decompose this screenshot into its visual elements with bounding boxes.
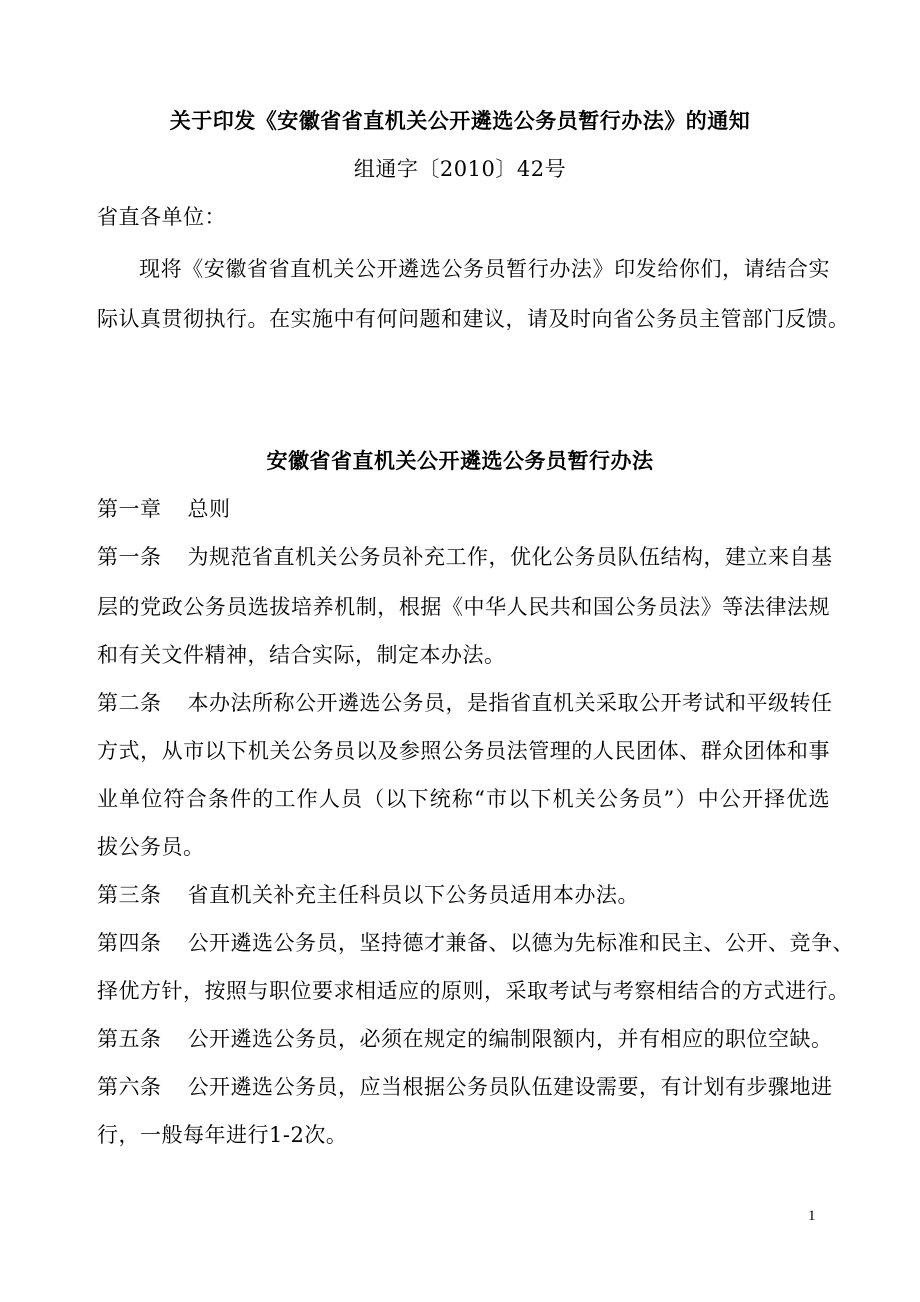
article-text-line: 方式，从市以下机关公务员以及参照公务员法管理的人民团体、群众团体和事 — [97, 739, 830, 763]
article-6 — [97, 1072, 833, 1102]
chapter-number: 第一章 — [97, 497, 162, 521]
document-number: 组通字〔2010〕42号 — [353, 157, 567, 181]
article-number: 第二条 — [97, 691, 162, 715]
regulation-title: 安徽省省直机关公开遴选公务员暂行办法 — [266, 448, 654, 473]
article-2 — [97, 688, 833, 718]
article-text-line: 层的党政公务员选拔培养机制，根据《中华人民共和国公务员法》等法律法规 — [97, 595, 830, 619]
notice-body-line: 际认真贯彻执行。在实施中有何问题和建议，请及时向省公务员主管部门反馈。 — [97, 307, 850, 331]
article-text-line: 省直机关补充主任科员以下公务员适用本办法。 — [187, 883, 639, 907]
article-1 — [97, 542, 833, 572]
article-text-line: 择优方针，按照与职位要求相适应的原则，采取考试与考察相结合的方式进行。 — [97, 979, 850, 1003]
article-text-line: 和有关文件精神，结合实际，制定本办法。 — [97, 643, 506, 667]
article-number: 第六条 — [97, 1075, 162, 1099]
article-number: 第一条 — [97, 545, 162, 569]
article-text-line: 本办法所称公开遴选公务员，是指省直机关采取公开考试和平级转任 — [187, 691, 833, 715]
article-text-line: 行，一般每年进行1-2次。 — [97, 1123, 348, 1147]
article-3 — [97, 880, 830, 910]
chapter-name: 总则 — [187, 497, 231, 521]
article-4 — [97, 928, 854, 958]
article-text-line: 拔公务员。 — [97, 835, 205, 859]
page-number: 1 — [808, 1208, 816, 1224]
article-text-line: 公开遴选公务员，坚持德才兼备、以德为先标准和民主、公开、竞争、 — [187, 931, 854, 955]
article-5 — [97, 1024, 833, 1054]
article-text-line: 业单位符合条件的工作人员（以下统称“市以下机关公务员”）中公开择优选 — [97, 787, 830, 811]
article-number: 第五条 — [97, 1027, 162, 1051]
article-number: 第三条 — [97, 883, 162, 907]
article-text-line: 公开遴选公务员，应当根据公务员队伍建设需要，有计划有步骤地进 — [187, 1075, 833, 1099]
chapter-heading — [97, 494, 830, 524]
notice-body-line: 现将《安徽省省直机关公开遴选公务员暂行办法》印发给你们，请结合实 — [139, 257, 830, 281]
article-text-line: 公开遴选公务员，必须在规定的编制限额内，并有相应的职位空缺。 — [187, 1027, 833, 1051]
article-number: 第四条 — [97, 931, 162, 955]
article-text-line: 为规范省直机关公务员补充工作，优化公务员队伍结构，建立来自基 — [187, 545, 833, 569]
addressee: 省直各单位： — [97, 205, 226, 229]
notice-title: 关于印发《安徽省省直机关公开遴选公务员暂行办法》的通知 — [169, 108, 751, 133]
